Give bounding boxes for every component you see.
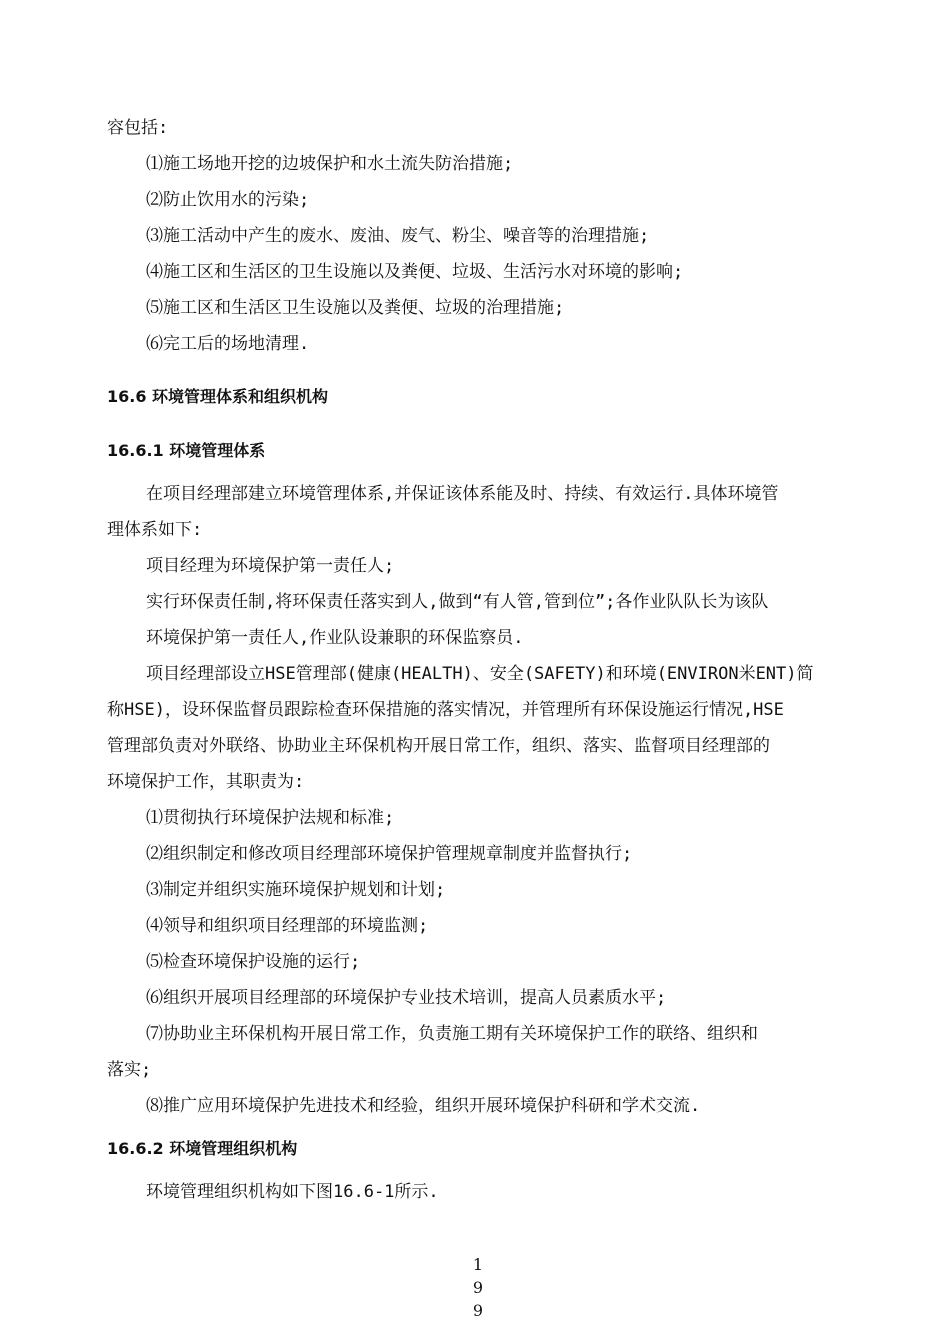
list-item: ⑸检查环境保护设施的运行; (146, 952, 361, 972)
list-item: ⑵组织制定和修改项目经理部环境保护管理规章制度并监督执行; (146, 844, 633, 864)
paragraph-line: 环境保护工作，其职责为: (107, 772, 305, 792)
list-item-continuation: 落实; (107, 1060, 152, 1080)
paragraph-line: 管理部负责对外联络、协助业主环保机构开展日常工作，组织、落实、监督项目经理部的 (107, 736, 770, 756)
page-number-digit: 1 (472, 1255, 484, 1274)
paragraph-line: 环境管理组织机构如下图16.6-1所示. (146, 1182, 439, 1202)
page-number-digit: 9 (472, 1301, 484, 1320)
paragraph-line: 项目经理为环境保护第一责任人; (146, 556, 395, 576)
paragraph-line: 项目经理部设立HSE管理部(健康(HEALTH)、安全(SAFETY)和环境(ENVIRON米ENT)简 (146, 664, 814, 684)
list-item: ⑷领导和组织项目经理部的环境监测; (146, 916, 429, 936)
paragraph-line: 环境保护第一责任人,作业队设兼职的环保监察员. (146, 628, 524, 648)
list-item: ⑷施工区和生活区的卫生设施以及粪便、垃圾、生活污水对环境的影响; (146, 262, 684, 282)
list-item: ⑶制定并组织实施环境保护规划和计划; (146, 880, 446, 900)
list-item: ⑸施工区和生活区卫生设施以及粪便、垃圾的治理措施; (146, 298, 565, 318)
subsection-heading: 16.6.2 环境管理组织机构 (107, 1139, 298, 1158)
list-item: ⑵防止饮用水的污染; (146, 190, 310, 210)
paragraph-line: 理体系如下: (107, 520, 203, 540)
section-heading: 16.6 环境管理体系和组织机构 (107, 387, 329, 406)
page-number-digit: 9 (472, 1278, 484, 1297)
paragraph-line: 在项目经理部建立环境管理体系,并保证该体系能及时、持续、有效运行.具体环境管 (146, 484, 779, 504)
list-item: ⑶施工活动中产生的废水、废油、废气、粉尘、噪音等的治理措施; (146, 226, 650, 246)
list-item: ⑴施工场地开挖的边坡保护和水土流失防治措施; (146, 154, 514, 174)
list-item: ⑹完工后的场地清理. (146, 334, 310, 354)
list-item: ⑴贯彻执行环境保护法规和标准; (146, 808, 395, 828)
subsection-heading: 16.6.1 环境管理体系 (107, 441, 266, 460)
list-item: ⑺协助业主环保机构开展日常工作，负责施工期有关环境保护工作的联络、组织和 (146, 1024, 758, 1044)
text-line: 容包括: (107, 118, 169, 138)
paragraph-line: 称HSE)，设环保监督员跟踪检查环保措施的落实情况，并管理所有环保设施运行情况,HSE (107, 700, 784, 720)
list-item: ⑹组织开展项目经理部的环境保护专业技术培训，提高人员素质水平; (146, 988, 667, 1008)
paragraph-line: 实行环保责任制,将环保责任落实到人,做到“有人管,管到位”;各作业队队长为该队 (146, 592, 769, 612)
list-item: ⑻推广应用环境保护先进技术和经验，组织开展环境保护科研和学术交流. (146, 1096, 701, 1116)
